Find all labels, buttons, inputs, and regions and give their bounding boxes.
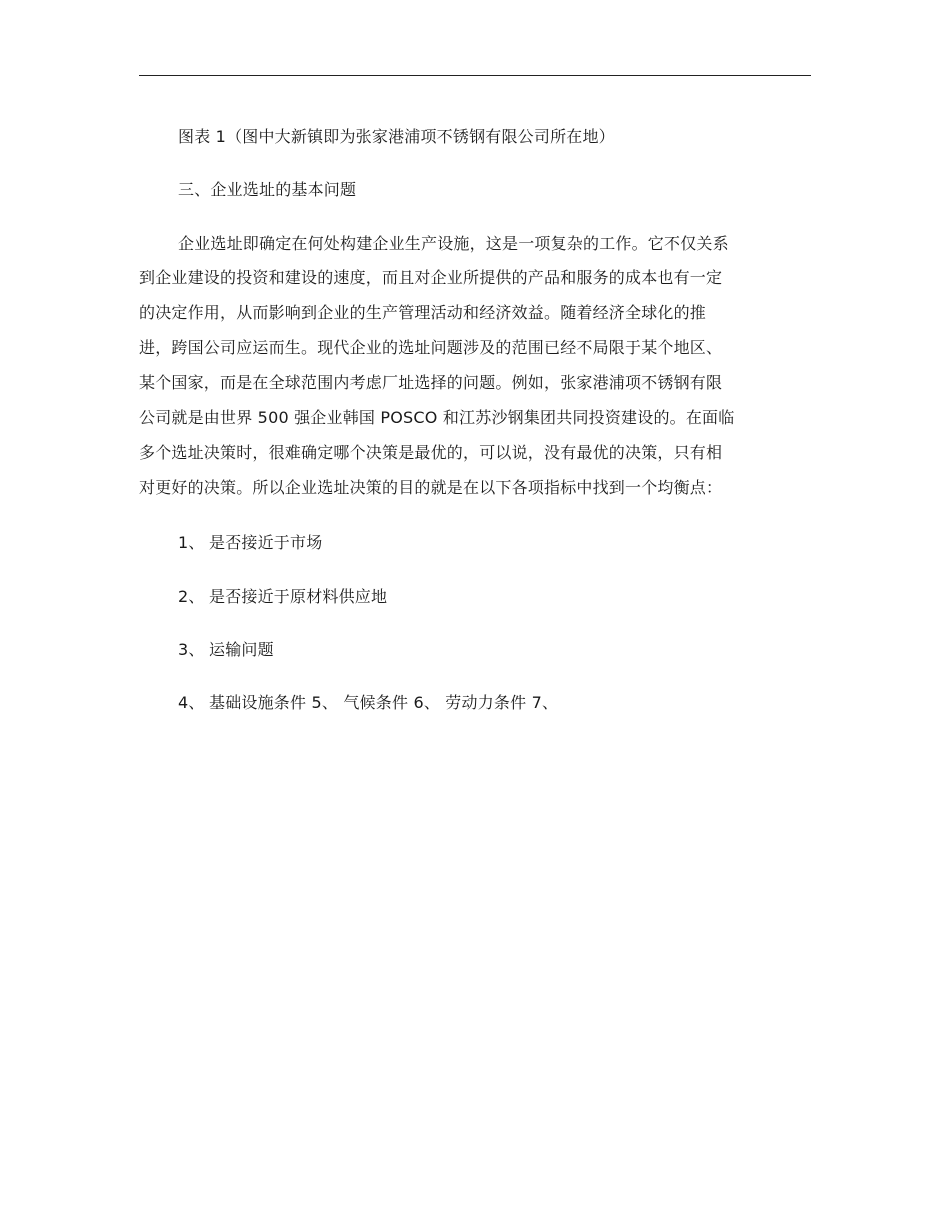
paragraph-line: 企业选址即确定在何处构建企业生产设施，这是一项复杂的工作。它不仅关系 (178, 234, 729, 253)
paragraph-line: 公司就是由世界 500 强企业韩国 POSCO 和江苏沙钢集团共同投资建设的。在面临 (139, 408, 735, 427)
list-item-text: 是否接近于市场 (209, 533, 323, 552)
paragraph-line: 进，跨国公司应运而生。现代企业的选址问题涉及的范围已经不局限于某个地区、 (139, 338, 723, 357)
list-item-number: 4、 (178, 693, 205, 712)
list-item-number: 1、 (178, 533, 205, 552)
paragraph-line: 多个选址决策时，很难确定哪个决策是最优的，可以说，没有最优的决策，只有相 (139, 443, 723, 462)
list-item-text: 是否接近于原材料供应地 (209, 587, 388, 606)
header-rule (139, 75, 811, 76)
list-item (178, 587, 387, 607)
list-item-text: 基础设施条件 5、 气候条件 6、 劳动力条件 7、 (209, 693, 559, 712)
figure-caption: 图表 1（图中大新镇即为张家港浦项不锈钢有限公司所在地） (178, 127, 615, 146)
list-item-number: 2、 (178, 587, 205, 606)
paragraph-line: 的决定作用，从而影响到企业的生产管理活动和经济效益。随着经济全球化的推 (139, 303, 707, 322)
section-heading: 三、企业选址的基本问题 (178, 180, 357, 199)
list-item (178, 533, 322, 553)
paragraph-line: 到企业建设的投资和建设的速度，而且对企业所提供的产品和服务的成本也有一定 (139, 268, 723, 287)
list-item (178, 693, 558, 713)
list-item (178, 640, 274, 660)
paragraph-line: 某个国家，而是在全球范围内考虑厂址选择的问题。例如，张家港浦项不锈钢有限 (139, 373, 723, 392)
list-item-number: 3、 (178, 640, 205, 659)
list-item-text: 运输问题 (209, 640, 274, 659)
paragraph-line: 对更好的决策。所以企业选址决策的目的就是在以下各项指标中找到一个均衡点： (139, 478, 723, 497)
